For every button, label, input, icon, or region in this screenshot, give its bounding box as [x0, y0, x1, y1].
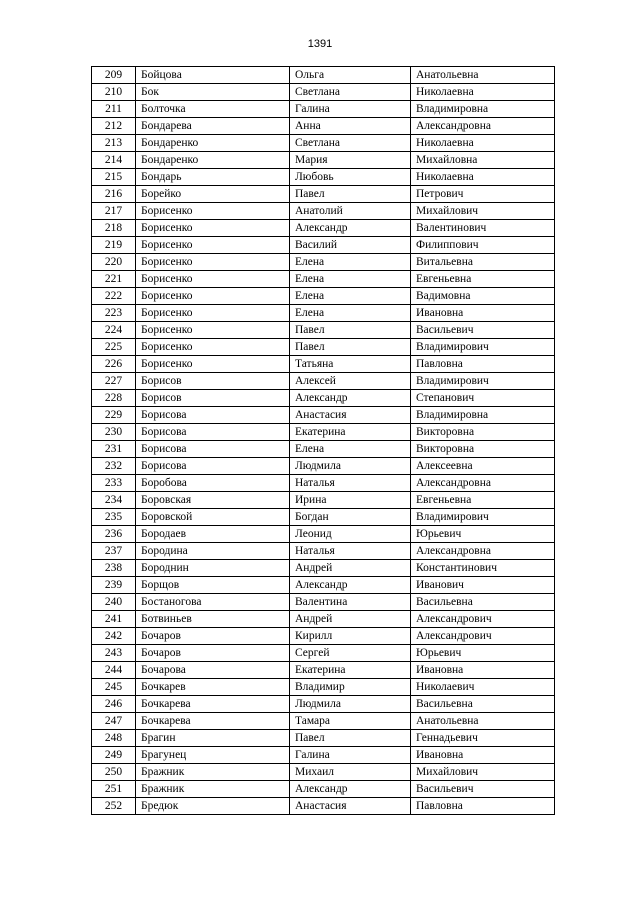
first-name-cell: Галина: [290, 747, 411, 764]
last-name-cell: Ботвиньев: [136, 611, 290, 628]
row-number-cell: 212: [92, 118, 136, 135]
table-row: [92, 475, 555, 492]
patronymic-cell: Анатольевна: [411, 713, 555, 730]
last-name-cell: Брагин: [136, 730, 290, 747]
first-name-cell: Елена: [290, 271, 411, 288]
table-row: [92, 373, 555, 390]
row-number-cell: 245: [92, 679, 136, 696]
table-row: [92, 628, 555, 645]
table-row: [92, 798, 555, 815]
last-name-cell: Бостаногова: [136, 594, 290, 611]
table-row: [92, 781, 555, 798]
table-row: [92, 203, 555, 220]
table-row: [92, 67, 555, 84]
row-number-cell: 242: [92, 628, 136, 645]
patronymic-cell: Юрьевич: [411, 645, 555, 662]
patronymic-cell: Васильевна: [411, 594, 555, 611]
row-number-cell: 228: [92, 390, 136, 407]
patronymic-cell: Вадимовна: [411, 288, 555, 305]
row-number-cell: 209: [92, 67, 136, 84]
table-row: [92, 730, 555, 747]
row-number-cell: 210: [92, 84, 136, 101]
row-number-cell: 250: [92, 764, 136, 781]
table-row: [92, 84, 555, 101]
row-number-cell: 225: [92, 339, 136, 356]
first-name-cell: Александр: [290, 390, 411, 407]
row-number-cell: 216: [92, 186, 136, 203]
patronymic-cell: Ивановна: [411, 305, 555, 322]
last-name-cell: Бочкарев: [136, 679, 290, 696]
last-name-cell: Бочаров: [136, 645, 290, 662]
row-number-cell: 214: [92, 152, 136, 169]
last-name-cell: Бок: [136, 84, 290, 101]
table-row: [92, 509, 555, 526]
last-name-cell: Борисенко: [136, 288, 290, 305]
first-name-cell: Ирина: [290, 492, 411, 509]
first-name-cell: Тамара: [290, 713, 411, 730]
table-row: [92, 441, 555, 458]
last-name-cell: Боробова: [136, 475, 290, 492]
row-number-cell: 232: [92, 458, 136, 475]
patronymic-cell: Петрович: [411, 186, 555, 203]
last-name-cell: Бражник: [136, 764, 290, 781]
patronymic-cell: Николаевна: [411, 169, 555, 186]
first-name-cell: Светлана: [290, 84, 411, 101]
page-number: 1391: [307, 38, 333, 50]
table-row: [92, 458, 555, 475]
first-name-cell: Алексей: [290, 373, 411, 390]
first-name-cell: Александр: [290, 220, 411, 237]
row-number-cell: 239: [92, 577, 136, 594]
table-row: [92, 339, 555, 356]
last-name-cell: Болточка: [136, 101, 290, 118]
table-row: [92, 322, 555, 339]
last-name-cell: Борисенко: [136, 322, 290, 339]
first-name-cell: Анна: [290, 118, 411, 135]
patronymic-cell: Юрьевич: [411, 526, 555, 543]
patronymic-cell: Ивановна: [411, 747, 555, 764]
table-row: [92, 526, 555, 543]
row-number-cell: 251: [92, 781, 136, 798]
first-name-cell: Павел: [290, 186, 411, 203]
first-name-cell: Анатолий: [290, 203, 411, 220]
first-name-cell: Елена: [290, 305, 411, 322]
first-name-cell: Елена: [290, 254, 411, 271]
patronymic-cell: Евгеньевна: [411, 271, 555, 288]
first-name-cell: Владимир: [290, 679, 411, 696]
patronymic-cell: Васильевич: [411, 781, 555, 798]
first-name-cell: Екатерина: [290, 424, 411, 441]
table-row: [92, 611, 555, 628]
table-row: [92, 662, 555, 679]
last-name-cell: Бочаров: [136, 628, 290, 645]
row-number-cell: 230: [92, 424, 136, 441]
patronymic-cell: Владимировна: [411, 101, 555, 118]
row-number-cell: 213: [92, 135, 136, 152]
table-row: [92, 152, 555, 169]
row-number-cell: 233: [92, 475, 136, 492]
first-name-cell: Александр: [290, 577, 411, 594]
patronymic-cell: Ивановна: [411, 662, 555, 679]
last-name-cell: Бочкарева: [136, 696, 290, 713]
row-number-cell: 218: [92, 220, 136, 237]
last-name-cell: Борисова: [136, 458, 290, 475]
first-name-cell: Анастасия: [290, 407, 411, 424]
row-number-cell: 223: [92, 305, 136, 322]
first-name-cell: Михаил: [290, 764, 411, 781]
patronymic-cell: Геннадьевич: [411, 730, 555, 747]
row-number-cell: 236: [92, 526, 136, 543]
row-number-cell: 244: [92, 662, 136, 679]
patronymic-cell: Викторовна: [411, 424, 555, 441]
table-row: [92, 254, 555, 271]
first-name-cell: Елена: [290, 441, 411, 458]
last-name-cell: Бочкарева: [136, 713, 290, 730]
patronymic-cell: Иванович: [411, 577, 555, 594]
names-table-body: [92, 67, 555, 815]
table-row: [92, 747, 555, 764]
table-row: [92, 764, 555, 781]
last-name-cell: Боровская: [136, 492, 290, 509]
last-name-cell: Борисова: [136, 424, 290, 441]
last-name-cell: Боровской: [136, 509, 290, 526]
patronymic-cell: Евгеньевна: [411, 492, 555, 509]
row-number-cell: 252: [92, 798, 136, 815]
row-number-cell: 229: [92, 407, 136, 424]
first-name-cell: Наталья: [290, 543, 411, 560]
row-number-cell: 231: [92, 441, 136, 458]
table-row: [92, 645, 555, 662]
last-name-cell: Борисенко: [136, 339, 290, 356]
row-number-cell: 221: [92, 271, 136, 288]
first-name-cell: Кирилл: [290, 628, 411, 645]
first-name-cell: Наталья: [290, 475, 411, 492]
row-number-cell: 211: [92, 101, 136, 118]
row-number-cell: 237: [92, 543, 136, 560]
last-name-cell: Борщов: [136, 577, 290, 594]
first-name-cell: Павел: [290, 730, 411, 747]
row-number-cell: 219: [92, 237, 136, 254]
last-name-cell: Борисенко: [136, 237, 290, 254]
patronymic-cell: Николаевич: [411, 679, 555, 696]
row-number-cell: 226: [92, 356, 136, 373]
first-name-cell: Екатерина: [290, 662, 411, 679]
patronymic-cell: Александровна: [411, 475, 555, 492]
patronymic-cell: Павловна: [411, 798, 555, 815]
row-number-cell: 238: [92, 560, 136, 577]
first-name-cell: Ольга: [290, 67, 411, 84]
row-number-cell: 234: [92, 492, 136, 509]
table-row: [92, 186, 555, 203]
table-row: [92, 424, 555, 441]
first-name-cell: Сергей: [290, 645, 411, 662]
patronymic-cell: Васильевна: [411, 696, 555, 713]
row-number-cell: 248: [92, 730, 136, 747]
first-name-cell: Павел: [290, 322, 411, 339]
row-number-cell: 220: [92, 254, 136, 271]
last-name-cell: Бражник: [136, 781, 290, 798]
row-number-cell: 246: [92, 696, 136, 713]
table-row: [92, 271, 555, 288]
table-row: [92, 169, 555, 186]
row-number-cell: 222: [92, 288, 136, 305]
first-name-cell: Людмила: [290, 696, 411, 713]
patronymic-cell: Александрович: [411, 628, 555, 645]
first-name-cell: Василий: [290, 237, 411, 254]
patronymic-cell: Владимирович: [411, 509, 555, 526]
table-row: [92, 594, 555, 611]
first-name-cell: Галина: [290, 101, 411, 118]
last-name-cell: Борисенко: [136, 271, 290, 288]
table-row: [92, 135, 555, 152]
first-name-cell: Любовь: [290, 169, 411, 186]
table-row: [92, 492, 555, 509]
patronymic-cell: Васильевич: [411, 322, 555, 339]
row-number-cell: 243: [92, 645, 136, 662]
patronymic-cell: Валентинович: [411, 220, 555, 237]
table-row: [92, 101, 555, 118]
first-name-cell: Татьяна: [290, 356, 411, 373]
table-row: [92, 543, 555, 560]
last-name-cell: Бондарь: [136, 169, 290, 186]
last-name-cell: Борисенко: [136, 254, 290, 271]
row-number-cell: 224: [92, 322, 136, 339]
last-name-cell: Борисенко: [136, 305, 290, 322]
patronymic-cell: Павловна: [411, 356, 555, 373]
row-number-cell: 249: [92, 747, 136, 764]
patronymic-cell: Алексеевна: [411, 458, 555, 475]
last-name-cell: Бондаренко: [136, 135, 290, 152]
table-row: [92, 407, 555, 424]
last-name-cell: Борисенко: [136, 220, 290, 237]
patronymic-cell: Степанович: [411, 390, 555, 407]
first-name-cell: Елена: [290, 288, 411, 305]
table-row: [92, 560, 555, 577]
last-name-cell: Бондаренко: [136, 152, 290, 169]
first-name-cell: Павел: [290, 339, 411, 356]
last-name-cell: Бредюк: [136, 798, 290, 815]
patronymic-cell: Александрович: [411, 611, 555, 628]
first-name-cell: Валентина: [290, 594, 411, 611]
row-number-cell: 241: [92, 611, 136, 628]
table-row: [92, 288, 555, 305]
patronymic-cell: Михайлович: [411, 764, 555, 781]
last-name-cell: Борисов: [136, 373, 290, 390]
last-name-cell: Борисова: [136, 407, 290, 424]
patronymic-cell: Филиппович: [411, 237, 555, 254]
row-number-cell: 240: [92, 594, 136, 611]
first-name-cell: Александр: [290, 781, 411, 798]
last-name-cell: Бочарова: [136, 662, 290, 679]
patronymic-cell: Михайлович: [411, 203, 555, 220]
first-name-cell: Анастасия: [290, 798, 411, 815]
patronymic-cell: Александровна: [411, 543, 555, 560]
last-name-cell: Бондарева: [136, 118, 290, 135]
row-number-cell: 215: [92, 169, 136, 186]
table-row: [92, 679, 555, 696]
last-name-cell: Борисова: [136, 441, 290, 458]
table-row: [92, 356, 555, 373]
names-table: [91, 66, 555, 815]
row-number-cell: 235: [92, 509, 136, 526]
patronymic-cell: Витальевна: [411, 254, 555, 271]
patronymic-cell: Александровна: [411, 118, 555, 135]
patronymic-cell: Николаевна: [411, 135, 555, 152]
row-number-cell: 247: [92, 713, 136, 730]
first-name-cell: Светлана: [290, 135, 411, 152]
first-name-cell: Леонид: [290, 526, 411, 543]
patronymic-cell: Владимирович: [411, 373, 555, 390]
last-name-cell: Бороднин: [136, 560, 290, 577]
patronymic-cell: Викторовна: [411, 441, 555, 458]
row-number-cell: 227: [92, 373, 136, 390]
last-name-cell: Бородаев: [136, 526, 290, 543]
patronymic-cell: Владимирович: [411, 339, 555, 356]
table-row: [92, 713, 555, 730]
first-name-cell: Людмила: [290, 458, 411, 475]
table-row: [92, 305, 555, 322]
patronymic-cell: Михайловна: [411, 152, 555, 169]
patronymic-cell: Константинович: [411, 560, 555, 577]
patronymic-cell: Владимировна: [411, 407, 555, 424]
row-number-cell: 217: [92, 203, 136, 220]
first-name-cell: Андрей: [290, 611, 411, 628]
last-name-cell: Борисенко: [136, 203, 290, 220]
last-name-cell: Борейко: [136, 186, 290, 203]
table-row: [92, 390, 555, 407]
last-name-cell: Брагунец: [136, 747, 290, 764]
last-name-cell: Бойцова: [136, 67, 290, 84]
patronymic-cell: Николаевна: [411, 84, 555, 101]
first-name-cell: Андрей: [290, 560, 411, 577]
first-name-cell: Мария: [290, 152, 411, 169]
table-row: [92, 118, 555, 135]
patronymic-cell: Анатольевна: [411, 67, 555, 84]
first-name-cell: Богдан: [290, 509, 411, 526]
last-name-cell: Бородина: [136, 543, 290, 560]
table-row: [92, 577, 555, 594]
table-row: [92, 696, 555, 713]
table-row: [92, 220, 555, 237]
last-name-cell: Борисов: [136, 390, 290, 407]
table-row: [92, 237, 555, 254]
last-name-cell: Борисенко: [136, 356, 290, 373]
